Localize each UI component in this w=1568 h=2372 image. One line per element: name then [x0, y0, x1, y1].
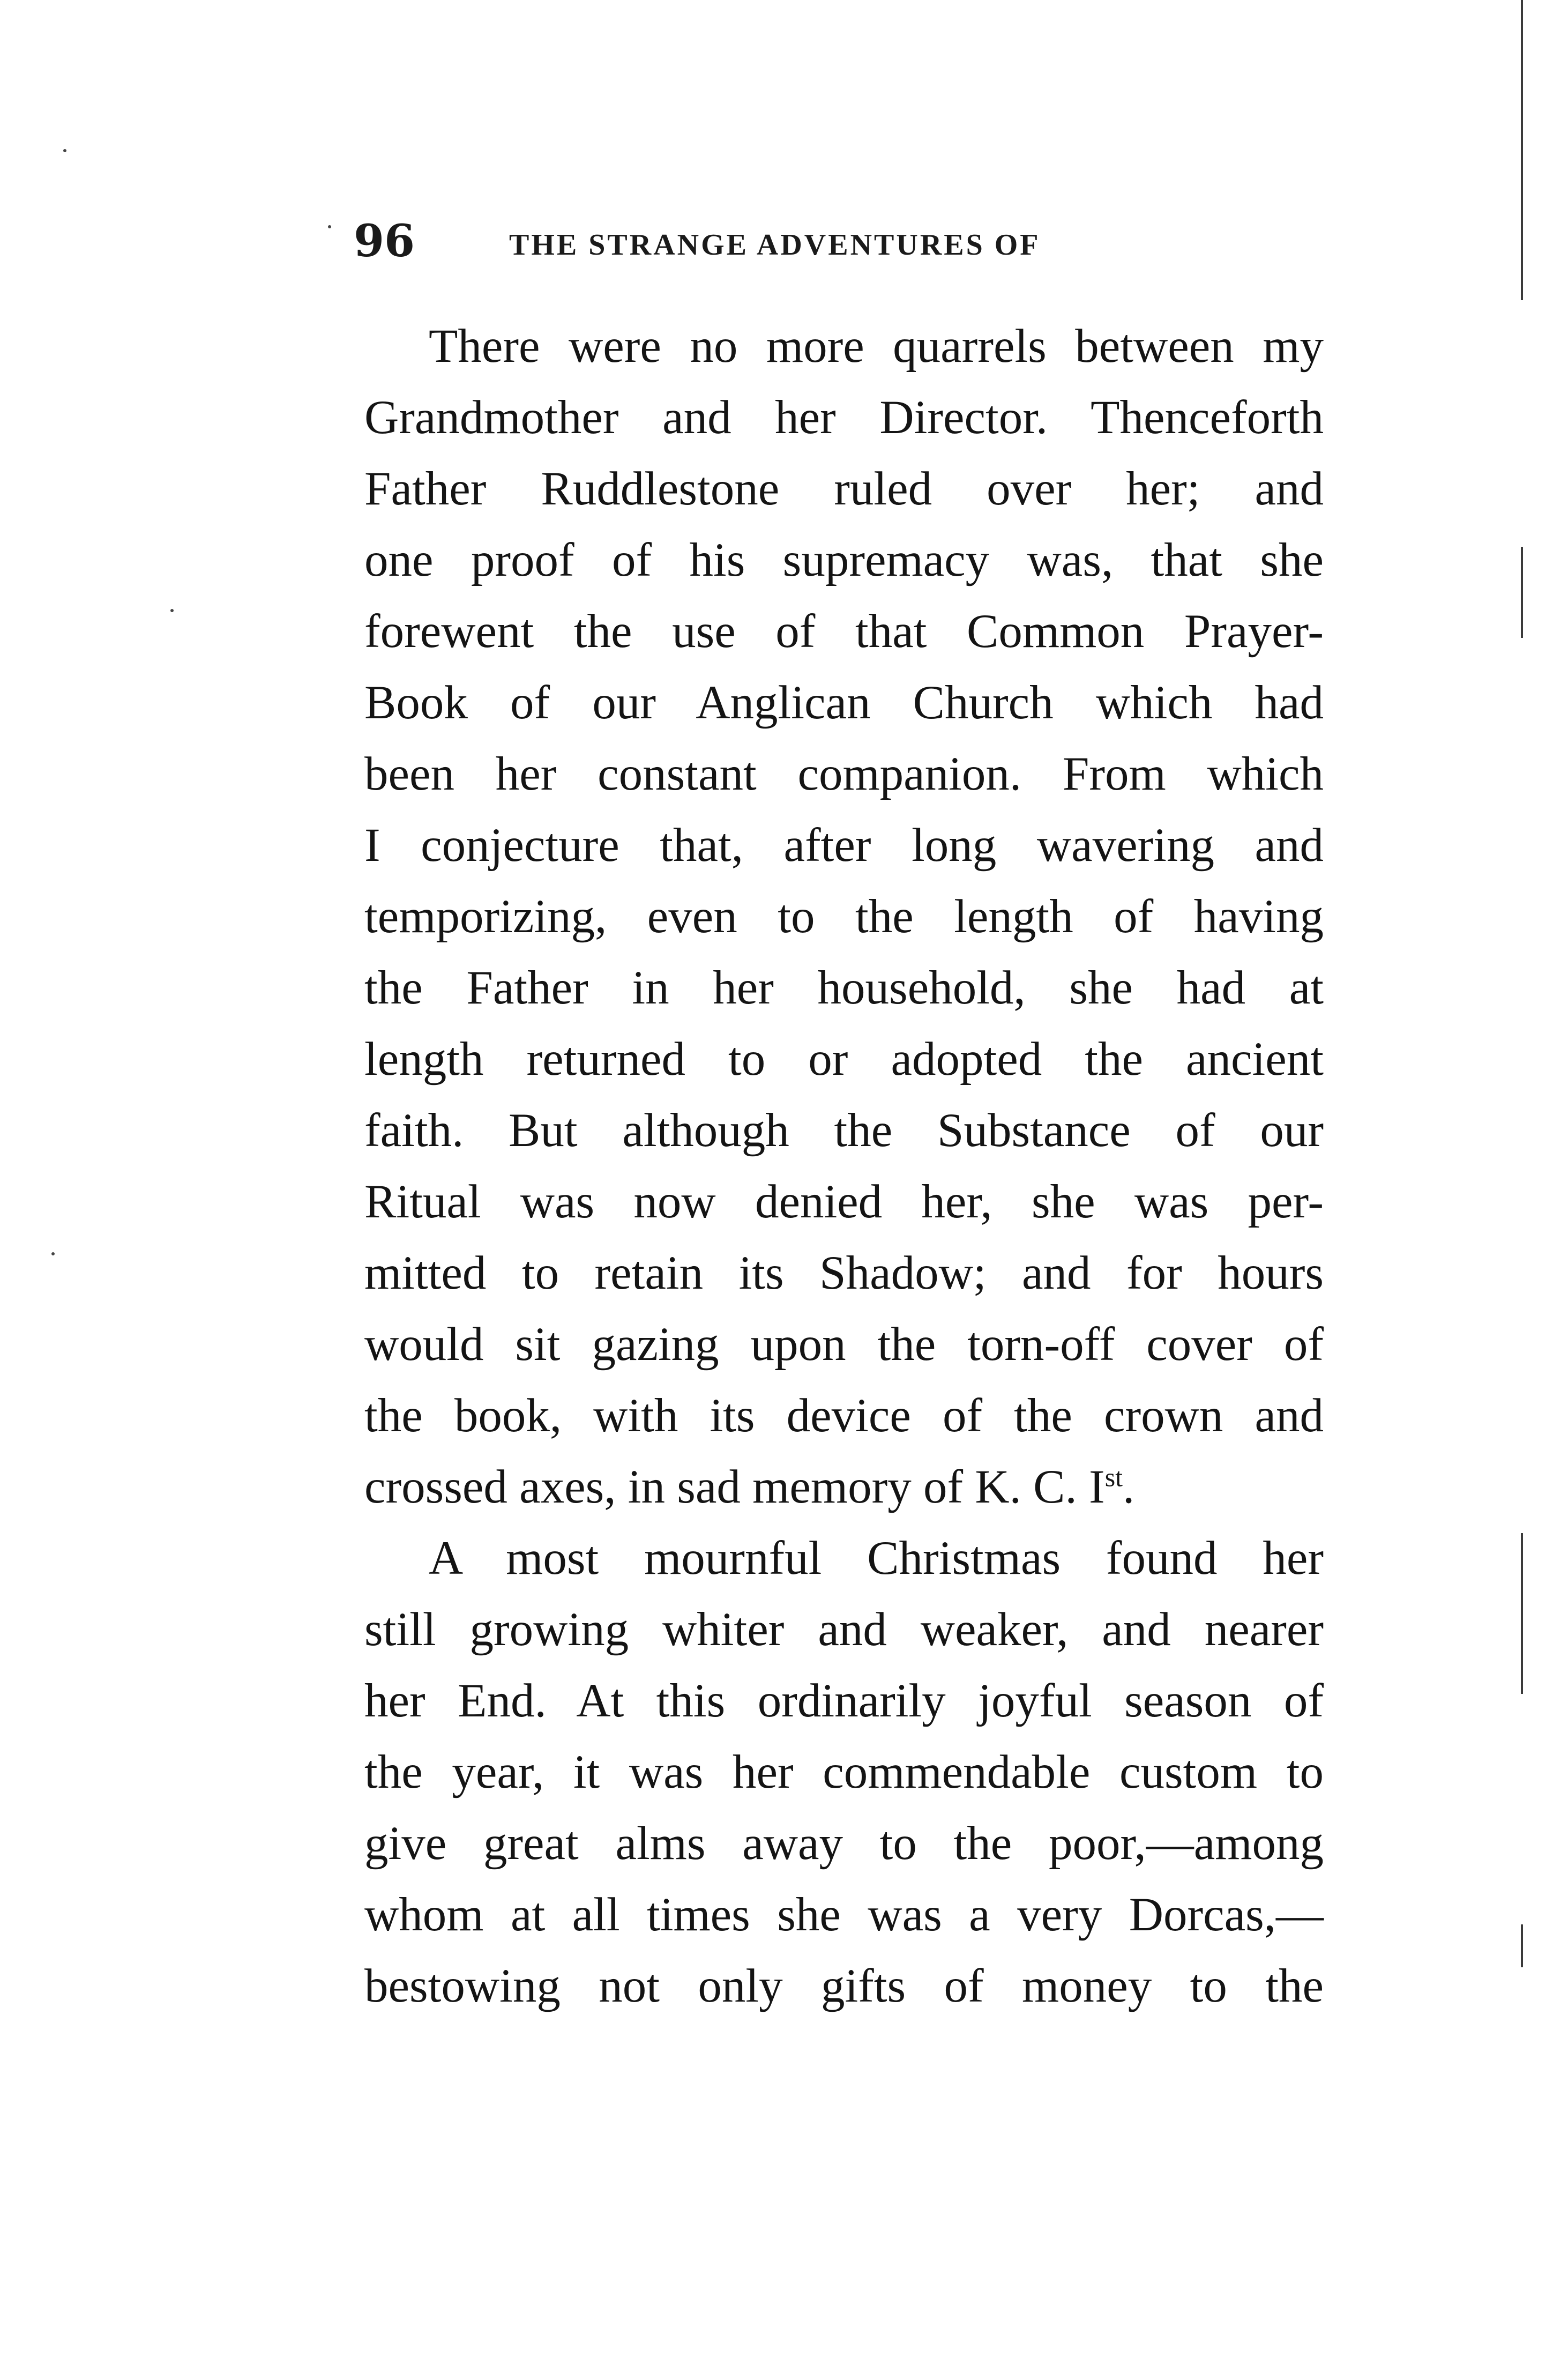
ordinal-superscript: st: [1104, 1462, 1123, 1492]
text-line: give great alms away to the poor,—among: [364, 1817, 1324, 1870]
scan-speck: [63, 149, 66, 152]
text-line: There were no more quarrels between my: [429, 320, 1324, 373]
text-line: been her constant companion. From which: [364, 748, 1324, 800]
body-text: [364, 311, 1324, 2022]
text-line: forewent the use of that Common Prayer-: [364, 605, 1324, 658]
text-line: A most mournful Christmas found her: [429, 1532, 1324, 1585]
text-line: I conjecture that, after long wavering and: [364, 819, 1324, 872]
final-line-text: crossed axes, in sad memory of K. C. I: [364, 1461, 1105, 1513]
text-line: her End. At this ordinarily joyful season of: [364, 1675, 1324, 1727]
text-line: the Father in her household, she had at: [364, 962, 1324, 1014]
text-line: Ritual was now denied her, she was per-: [364, 1176, 1324, 1228]
text-line: mitted to retain its Shadow; and for hours: [364, 1247, 1324, 1299]
scan-edge-line: [1521, 0, 1523, 300]
text-line: Father Ruddlestone ruled over her; and: [364, 463, 1324, 515]
text-line: whom at all times she was a very Dorcas,—: [364, 1888, 1324, 1941]
text-line: would sit gazing upon the torn-off cover of: [364, 1318, 1324, 1371]
text-line: faith. But although the Substance of our: [364, 1104, 1324, 1157]
running-head: THE STRANGE ADVENTURES OF: [509, 228, 1041, 262]
text-line: temporizing, even to the length of having: [364, 890, 1324, 943]
scan-edge-line: [1521, 547, 1523, 638]
text-line: the year, it was her commendable custom to: [364, 1746, 1324, 1798]
text-line: bestowing not only gifts of money to the: [364, 1960, 1324, 2012]
page-number: 96: [354, 215, 415, 267]
text-line: one proof of his supremacy was, that she: [364, 534, 1324, 586]
scan-speck: [170, 609, 174, 612]
text-line: Grandmother and her Director. Thenceforth: [364, 391, 1324, 444]
text-line: length returned to or adopted the ancient: [364, 1033, 1324, 1085]
scan-speck: [51, 1252, 55, 1255]
final-line-period: .: [1123, 1461, 1135, 1513]
text-line: still growing whiter and weaker, and nearer: [364, 1603, 1324, 1656]
scan-edge-line: [1521, 1533, 1523, 1694]
scan-edge-line: [1521, 1924, 1523, 1967]
text-line: the book, with its device of the crown and: [364, 1389, 1324, 1442]
page-header: [354, 212, 1350, 271]
scan-speck: [328, 225, 331, 228]
paragraph-final-line: [364, 1452, 1324, 1523]
text-line: Book of our Anglican Church which had: [364, 676, 1324, 729]
